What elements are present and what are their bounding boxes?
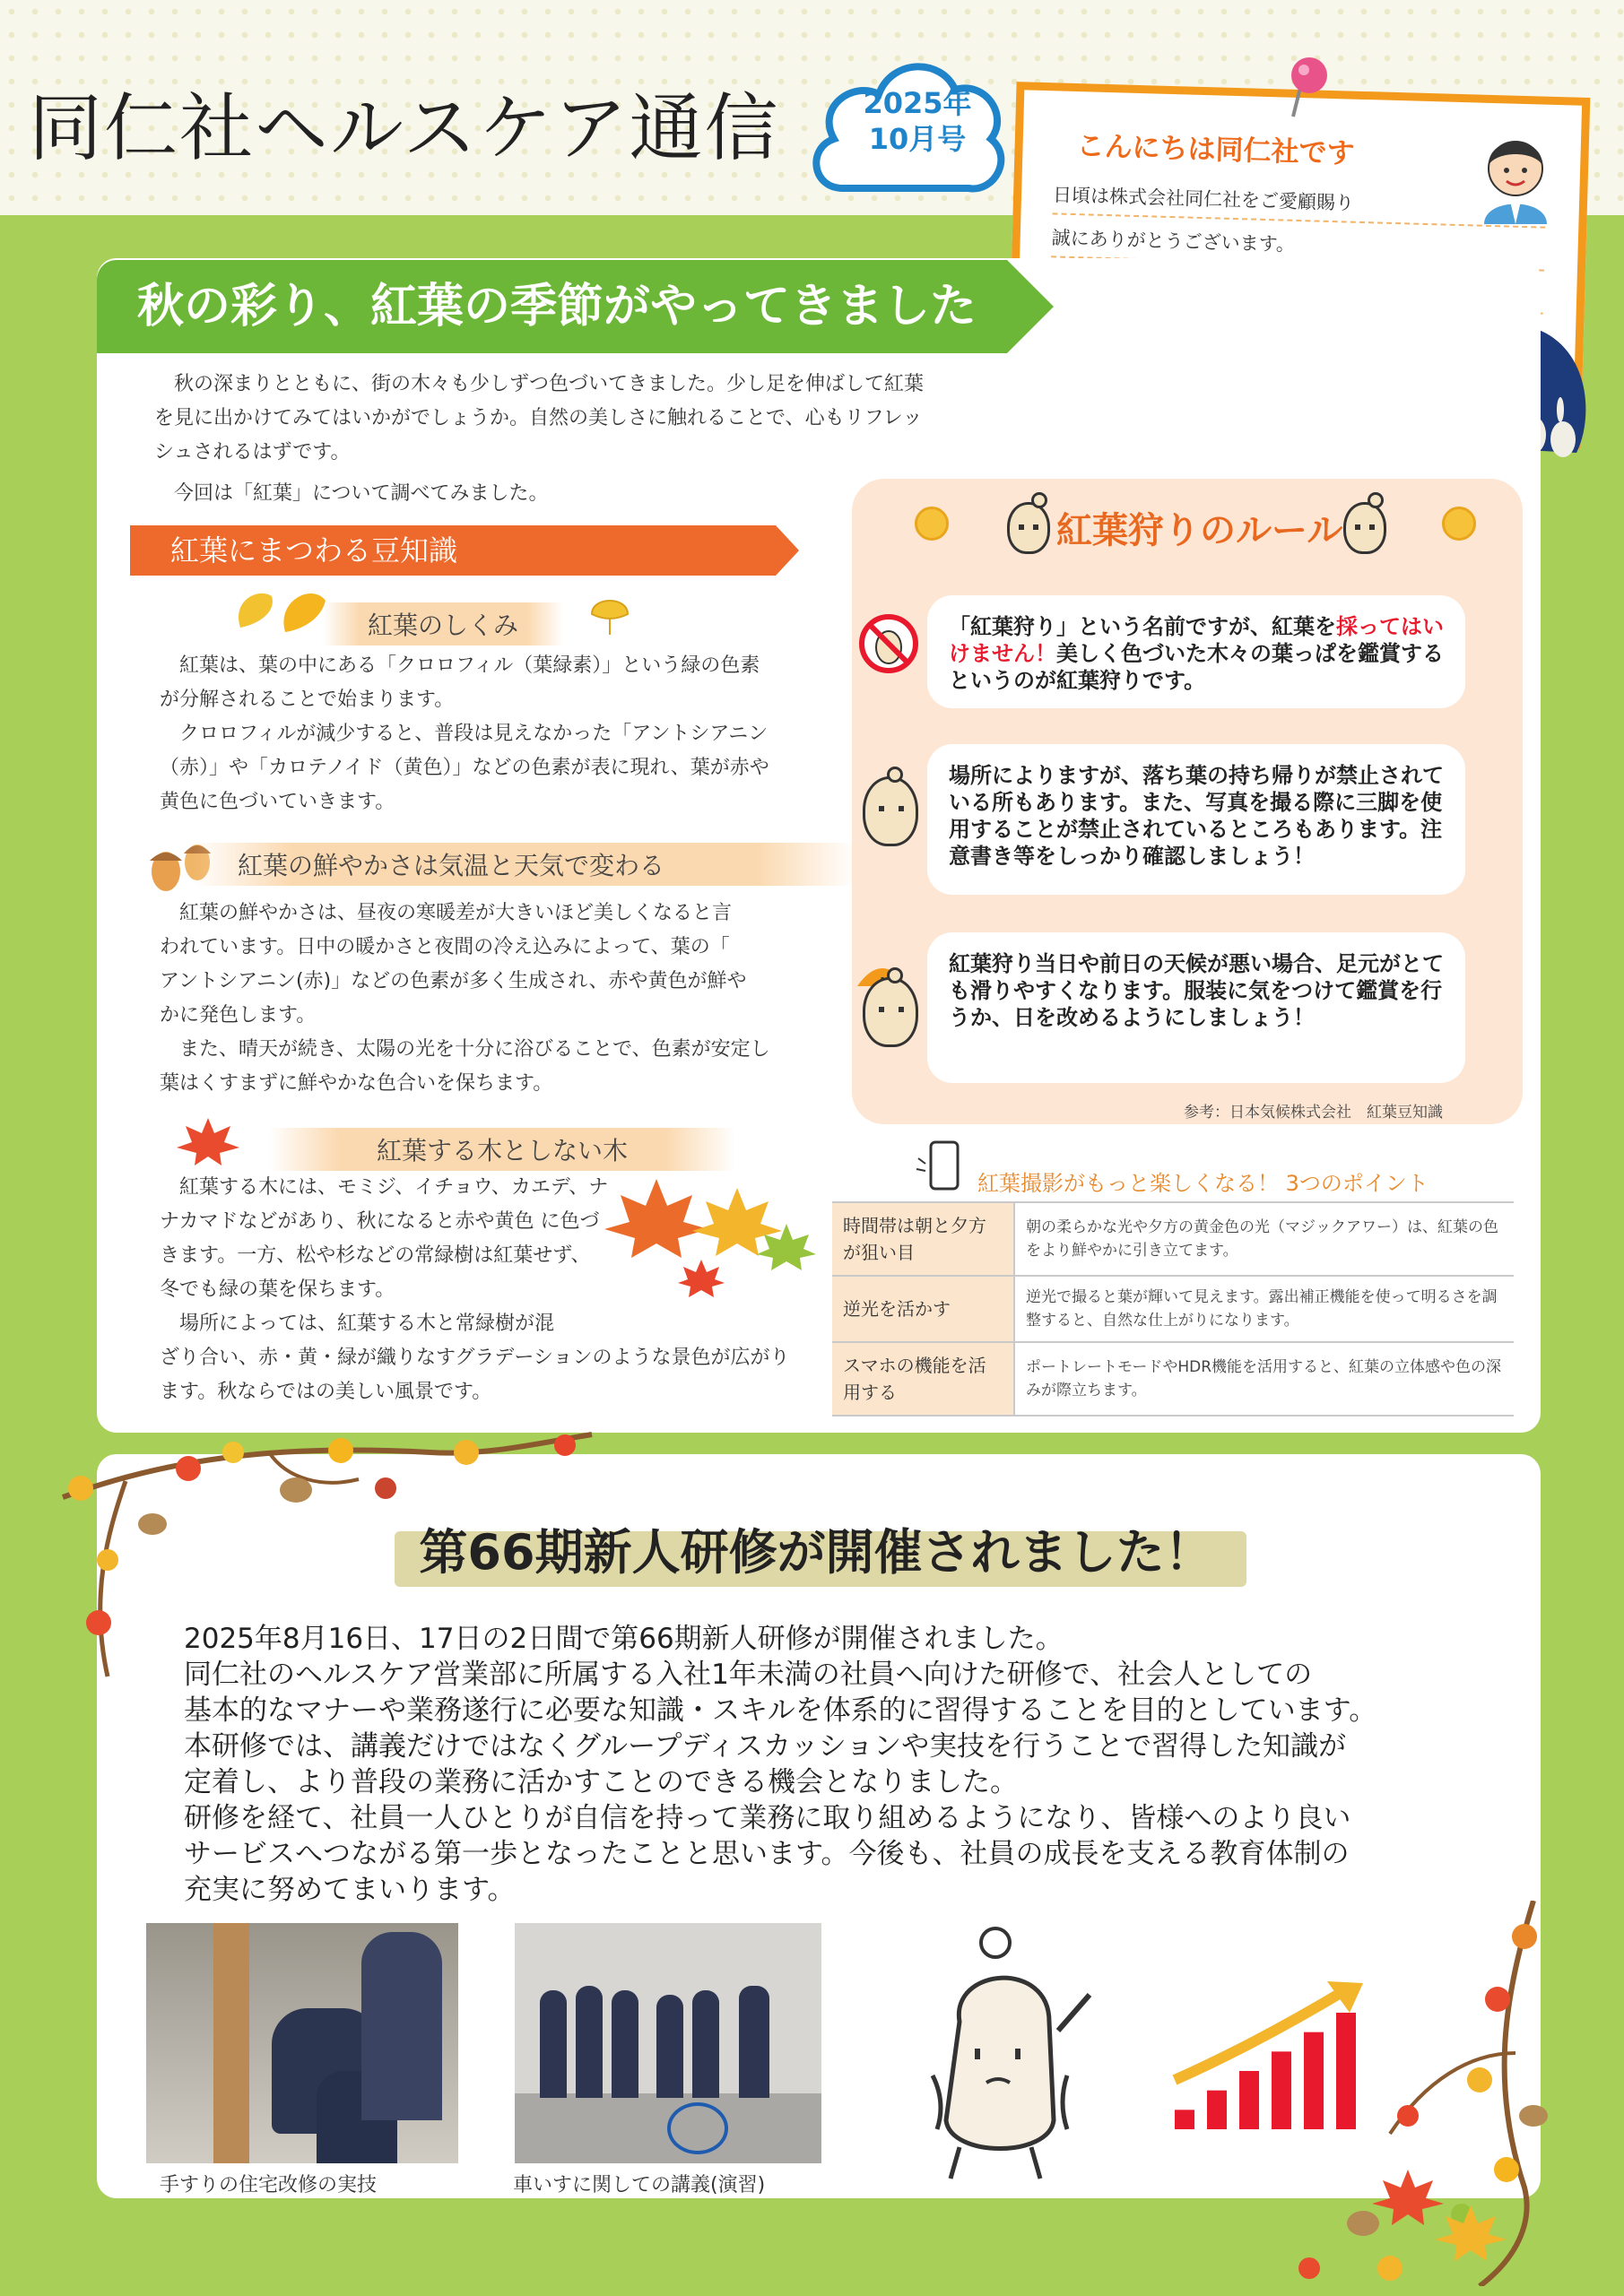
topic-line: アントシアニン(赤)」などの色素が多く生成され、赤や黄色が鮮や (160, 970, 747, 992)
rule-text: 紅葉狩り当日や前日の天候が悪い場合、足元がとても滑りやすくなります。服装に気をつけて鑑賞を行うか、日を改めるようにしましょう！ (949, 951, 1444, 1030)
maple-leaf-icon (175, 1113, 242, 1167)
newsletter-title: 同仁社ヘルスケア通信 (29, 86, 780, 171)
photo-caption: 車いすに関しての講義(演習) (513, 2174, 766, 2196)
intro-line: を見に出かけてみてはいかがでしょうか。自然の美しさに触れることで、心もリフレッ (154, 407, 923, 429)
intro-line: 今回は「紅葉」について調べてみました。 (154, 482, 549, 505)
body-line: サービスへつながる第一歩となったことと思います。今後も、社員の成長を支える教育体制の (184, 1838, 1350, 1870)
rule-text: 「紅葉狩り」という名前ですが、紅葉を (949, 614, 1336, 639)
growth-bar (1175, 2110, 1194, 2129)
topic-body (160, 897, 805, 1101)
section2-title: 第66期新人研修が開催されました！ (419, 1524, 1213, 1581)
body-line: 研修を経て、社員一人ひとりが自信を持って業務に取り組めるようになり、皆様へのより良い (184, 1802, 1351, 1834)
section1-title: 秋の彩り、紅葉の季節がやってきました (97, 260, 1007, 353)
coin-icon (915, 507, 949, 541)
topic-line: かに発色します。 (160, 1004, 317, 1027)
mascot-with-umbrella-icon (863, 977, 918, 1047)
topic-heading: 紅葉する木としない木 (269, 1128, 735, 1171)
topic-line: きます。一方、松や杉などの常緑樹は紅葉せず、 (160, 1244, 591, 1267)
coin-icon (1442, 507, 1476, 541)
issue-year: 2025年 (863, 86, 972, 120)
issue-month: 10月号 (868, 122, 967, 156)
body-line: 2025年8月16日、17日の2日間で第66期新人研修が開催されました。 (184, 1623, 1064, 1655)
topic-line: われています。日中の暖かさと夜間の冷え込みによって、葉の「 (160, 936, 730, 958)
table-row (832, 1202, 1514, 1276)
growth-bar (1207, 2091, 1227, 2129)
topic-line: 紅葉する木には、モミジ、イチョウ、カエデ、ナ (160, 1176, 609, 1199)
rule-bubble (927, 744, 1465, 895)
intro-line: シュされるはずです。 (154, 441, 351, 464)
greeting-title: こんにちは同仁社です (1076, 130, 1355, 170)
body-line: 本研修では、講義だけではなくグループディスカッションや実技を行うことで習得した知識が (184, 1730, 1347, 1763)
topic-body (160, 649, 805, 819)
photo-wheelchair-lecture (515, 1923, 821, 2163)
topic-line: また、晴天が続き、太陽の光を十分に浴びることで、色素が安定し (160, 1038, 770, 1061)
tips-title: 紅葉撮影がもっと楽しくなる！ 3つのポイント (977, 1171, 1429, 1196)
body-line: 同仁社のヘルスケア営業部に所属する入社1年未満の社員へ向けた研修で、社会人としての (184, 1659, 1313, 1691)
tip-heading: 逆光を活かす (832, 1276, 1014, 1342)
photo-caption: 手すりの住宅改修の実技 (160, 2174, 378, 2196)
prohibited-sign-icon (856, 611, 921, 676)
topic-heading: 紅葉のしくみ (323, 602, 563, 645)
rule-bubble (927, 595, 1465, 708)
topic-heading: 紅葉の鮮やかさは気温と天気で変わる (193, 843, 856, 886)
rules-title: 紅葉狩りのルール (1056, 510, 1343, 551)
pushpin-icon (1273, 52, 1336, 124)
fallen-leaves-illustration (1372, 2152, 1515, 2277)
mascot-icon (1343, 502, 1386, 554)
issue-badge (850, 85, 985, 157)
mascot-with-leaf-icon (863, 776, 918, 846)
rule-highlight: 採ってはいけません！ (949, 614, 1444, 666)
topic-line: ナカマドなどがあり、秋になると赤や黄色 に色づ (160, 1210, 600, 1233)
reference-note: 参考：日本気候株式会社 紅葉豆知識 (1184, 1104, 1443, 1122)
topic-line: 冬でも緑の葉を保ちます。 (160, 1278, 395, 1301)
tips-table (832, 1201, 1514, 1417)
topic-line: ざり合い、赤・黄・緑が織りなすグラデーションのような景色が広がり (160, 1347, 790, 1369)
topic-line: が分解されることで始まります。 (160, 689, 455, 711)
maple-leaves-illustration (603, 1170, 818, 1304)
topic-line: 葉はくすまずに鮮やかな色合いを保ちます。 (160, 1072, 553, 1095)
photo-handrail-practice (146, 1923, 458, 2163)
greeting-line: 誠にありがとうございます。 (1051, 223, 1545, 271)
tip-heading: 時間帯は朝と夕方が狙い目 (832, 1202, 1014, 1276)
topic-line: （赤）」や「カロテノイド（黄色）」などの色素が表に現れ、葉が赤や (160, 757, 769, 779)
topic-line: ます。秋ならではの美しい風景です。 (160, 1381, 492, 1403)
tip-heading: スマホの機能を活用する (832, 1342, 1014, 1416)
topic-line: 紅葉の鮮やかさは、昼夜の寒暖差が大きいほど美しくなると言 (160, 902, 733, 924)
topic-line: 紅葉は、葉の中にある「クロロフィル（葉緑素）」という緑の色素 (160, 654, 760, 677)
tip-text: ポートレートモードやHDR機能を活用すると、紅葉の立体感や色の深みが際立ちます。 (1014, 1342, 1514, 1416)
topic-line: 黄色に色づいていきます。 (160, 791, 395, 813)
greeting-line: 日頃は株式会社同仁社をご愛顧賜り (1052, 180, 1546, 228)
tip-text: 朝の柔らかな光や夕方の黄金色の光（マジックアワー）は、紅葉の色をより鮮やかに引き立てます。 (1014, 1202, 1514, 1276)
trivia-ribbon: 紅葉にまつわる豆知識 (130, 525, 776, 576)
rule-text: 場所によりますが、落ち葉の持ち帰りが禁止されている所もあります。また、写真を撮る際に三脚を使用することが禁止されているところもあります。注意書き等をしっかり確認しましょう！ (949, 763, 1444, 869)
body-line: 充実に努めてまいります。 (184, 1874, 516, 1906)
tip-text: 逆光で撮ると葉が輝いて見えます。露出補正機能を使って明るさを調整すると、自然な仕上がりになります。 (1014, 1276, 1514, 1342)
topic-line: クロロフィルが減少すると、普段は見えなかった「アントシアニン (160, 723, 769, 745)
rule-text: 美しく色づいた木々の葉っぱを鑑賞するというのが紅葉狩りです。 (949, 641, 1444, 693)
table-row (832, 1276, 1514, 1342)
section2-body (184, 1621, 1493, 1908)
businessman-avatar-icon (1471, 126, 1560, 224)
table-row (832, 1342, 1514, 1416)
mascot-pointing-illustration (924, 1923, 1103, 2183)
ginkgo-leaf-icon (587, 592, 632, 637)
intro-line: 秋の深まりとともに、街の木々も少しずつ色づいてきました。少し足を伸ばして紅葉 (154, 373, 925, 395)
rule-bubble (927, 932, 1465, 1083)
mascot-icon (1007, 502, 1050, 554)
body-line: 定着し、より普段の業務に活かすことのできる機会となりました。 (184, 1766, 1018, 1798)
smartphone-icon (915, 1137, 968, 1194)
ginkgo-leaf-icon (231, 583, 330, 637)
body-line: 基本的なマナーや業務遂行に必要な知識・スキルを体系的に習得することを目的としています。 (184, 1694, 1377, 1727)
topic-line: 場所によっては、紅葉する木と常緑樹が混 (160, 1313, 555, 1335)
